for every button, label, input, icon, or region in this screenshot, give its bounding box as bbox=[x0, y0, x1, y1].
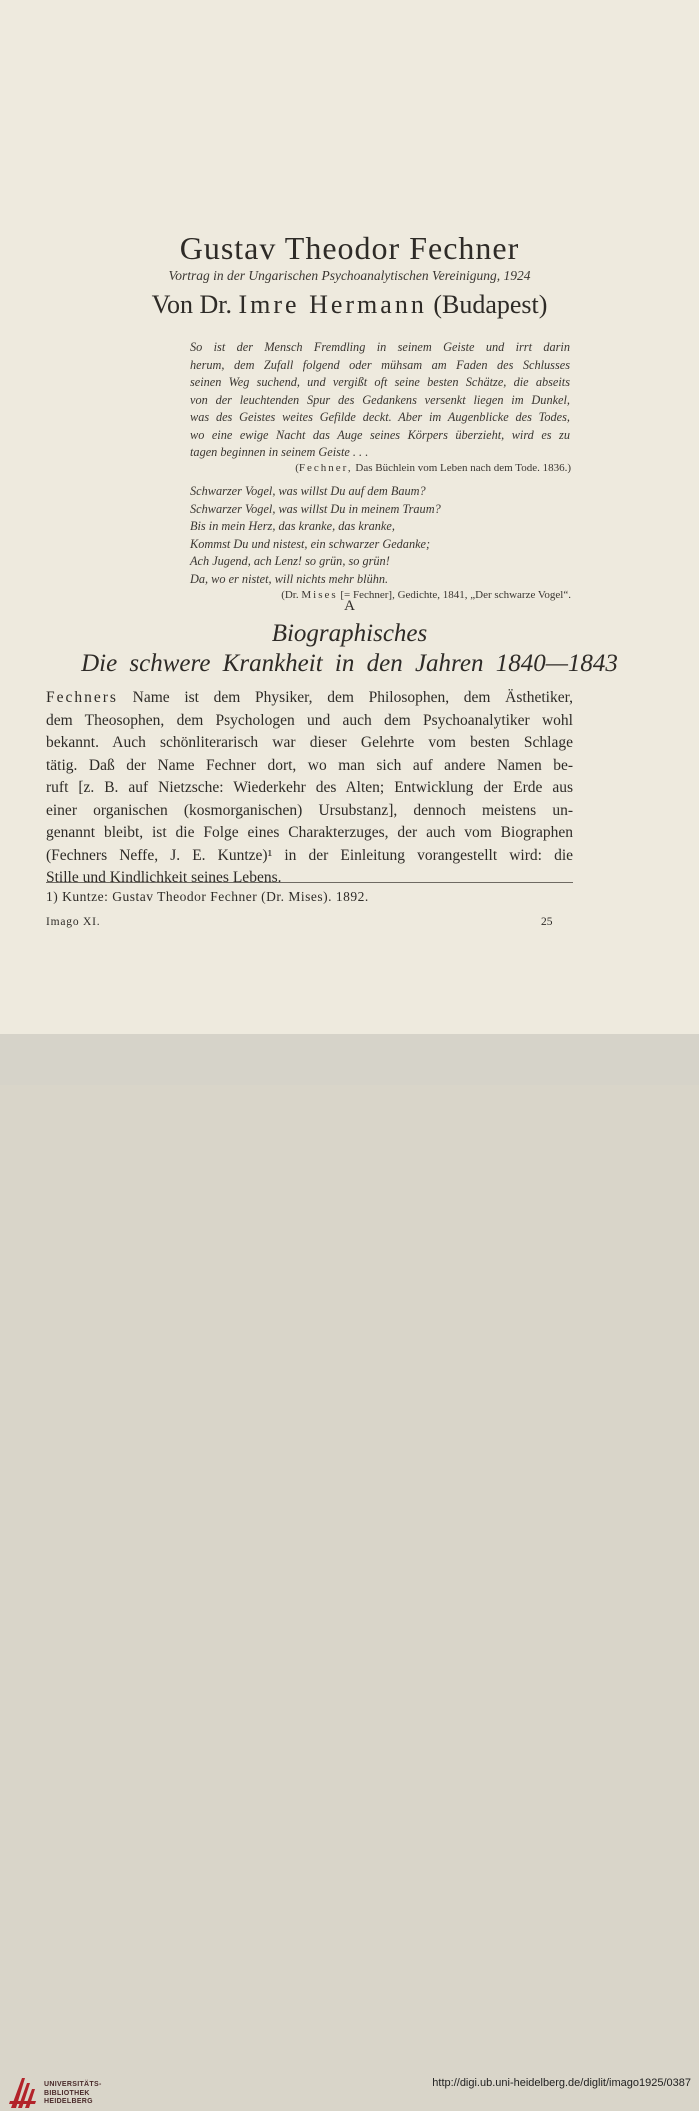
body-line: bekannt. Auch schönliterarisch war dieser Gelehrte vom besten Schlage bbox=[46, 734, 573, 751]
library-line-2: BIBLIOTHEK bbox=[44, 2089, 90, 2097]
body-line: einer organischen (kosmorganischen) Ursubstanz], dennoch meistens un- bbox=[46, 801, 573, 819]
poem-line: Ach Jugend, ach Lenz! so grün, so grün! bbox=[190, 554, 390, 568]
journal-label: Imago XI. bbox=[46, 916, 101, 928]
body-paragraph bbox=[46, 687, 573, 890]
motto-line: was des Geistes weites Gefilde deckt. Aber im Augenblicke des Todes, bbox=[190, 410, 570, 424]
body-line-emph: Fechners bbox=[46, 689, 118, 706]
body-line: (Fechners Neffe, J. E. Kuntze)¹ in der Einleitung vorangestellt wird: die bbox=[46, 846, 573, 864]
source2-author: Mises bbox=[301, 589, 338, 601]
library-line-1: UNIVERSITÄTS- bbox=[44, 2081, 102, 2088]
motto-line: tagen beginnen in seinem Geiste . . . bbox=[190, 445, 369, 459]
body-line: tätig. Daß der Name Fechner dort, wo man sich auf andere Namen be- bbox=[46, 756, 573, 774]
body-line: ruft [z. B. auf Nietzsche: Wiederkehr des Alten; Entwicklung der Erde aus bbox=[46, 779, 573, 796]
author-name: Imre Hermann bbox=[238, 290, 427, 319]
author-line bbox=[0, 290, 699, 320]
body-line: Stille und Kindlichkeit seines Lebens. bbox=[46, 869, 282, 886]
motto-line: von der leuchtenden Spur des Gedankens versenkt liegen im Dunkel, bbox=[190, 392, 570, 407]
motto-prose bbox=[190, 339, 570, 462]
source-url-link[interactable]: http://digi.ub.uni-heidelberg.de/diglit/imago1925/0387 bbox=[432, 2077, 691, 2089]
body-line-text: Name ist dem Physiker, dem Philosophen, dem Ästhetiker, bbox=[117, 689, 573, 706]
motto-poem bbox=[190, 483, 570, 588]
document-page bbox=[0, 0, 699, 1034]
section-subtitle: Die schwere Krankheit in den Jahren 1840—1843 bbox=[81, 650, 618, 677]
footnote: 1) Kuntze: Gustav Theodor Fechner (Dr. Mises). 1892. bbox=[46, 889, 369, 904]
section-title: Biographisches bbox=[271, 620, 428, 647]
source1-open: ( bbox=[295, 462, 299, 474]
body-line: genannt bleibt, ist die Folge eines Charakterzuges, der auch vom Biographen bbox=[46, 824, 573, 841]
poem-line: Schwarzer Vogel, was willst Du in meinem Traum? bbox=[190, 501, 441, 516]
library-line-3: HEIDELBERG bbox=[44, 2098, 93, 2105]
section-letter: A bbox=[344, 598, 355, 614]
poem-line: Bis in mein Herz, das kranke, das kranke, bbox=[190, 519, 395, 533]
motto-line: herum, dem Zufall folgend oder mühsam am Faden des Schlusses bbox=[190, 357, 570, 372]
article-title: Gustav Theodor Fechner bbox=[179, 230, 520, 266]
author-prefix: Von Dr. bbox=[151, 290, 232, 319]
source1-author: Fechner, bbox=[298, 462, 353, 474]
source2-rest: [= Fechner], Gedichte, 1841, „Der schwarze Vogel“. bbox=[340, 589, 571, 601]
poem-line: Da, wo er nistet, will nichts mehr blühn. bbox=[190, 571, 389, 586]
motto-line: seinen Weg suchend, und vergißt oft seine besten Schätze, die abseits bbox=[190, 375, 570, 389]
motto-source-1 bbox=[295, 462, 571, 474]
author-suffix: (Budapest) bbox=[433, 290, 548, 319]
viewer-footer bbox=[0, 1034, 699, 2105]
article-subtitle: Vortrag in der Ungarischen Psychoanalytischen Vereinigung, 1924 bbox=[168, 268, 531, 283]
body-line: dem Theosophen, dem Psychologen und auch dem Psychoanalytiker wohl bbox=[46, 711, 573, 729]
body-line bbox=[46, 687, 573, 710]
footnote-rule bbox=[46, 882, 573, 883]
motto-line: So ist der Mensch Fremdling in seinem Geiste und irrt darin bbox=[190, 340, 570, 354]
poem-line: Schwarzer Vogel, was willst Du auf dem Baum? bbox=[190, 484, 426, 498]
poem-line: Kommst Du und nistest, ein schwarzer Gedanke; bbox=[190, 536, 431, 551]
motto-line: wo eine ewige Nacht das Auge seines Körpers überzieht, wird es zu bbox=[190, 427, 570, 442]
university-library-logo-icon bbox=[8, 2075, 38, 2111]
page-number: 25 bbox=[541, 916, 553, 928]
library-name bbox=[44, 2081, 102, 2107]
source2-open: (Dr. bbox=[281, 589, 299, 601]
source1-rest: Das Büchlein vom Leben nach dem Tode. 1836.) bbox=[355, 462, 571, 474]
